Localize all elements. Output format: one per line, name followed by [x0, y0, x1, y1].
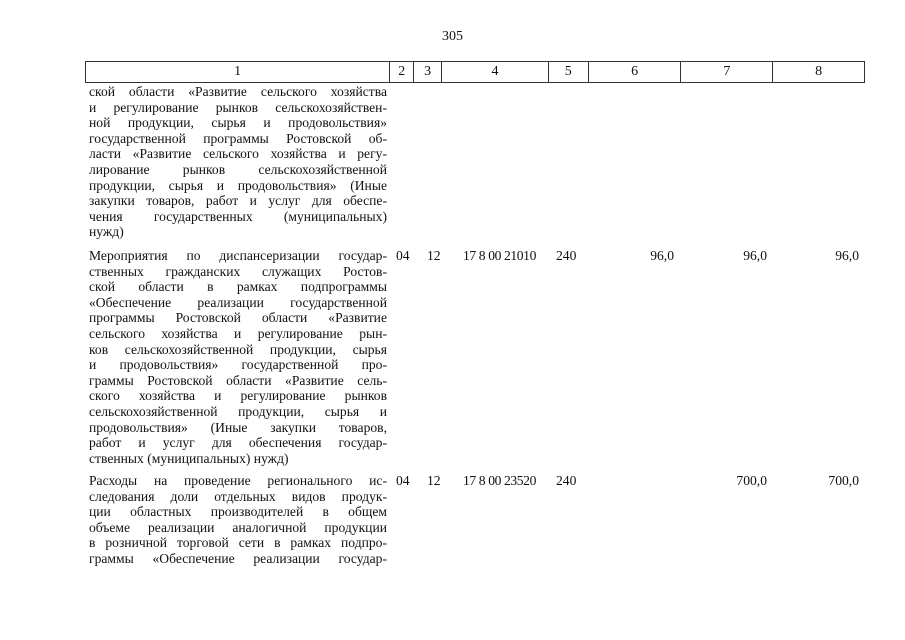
header-col-4: 4	[442, 62, 549, 82]
cell-subsection: 12	[427, 248, 441, 263]
desc-line: программы Ростовской области «Развитие	[89, 310, 387, 326]
desc-line: ной продукции, сырья и продовольствия»	[89, 115, 387, 131]
desc-line: «Обеспечение реализации государственной	[89, 294, 387, 310]
cell-expense-type: 240	[556, 473, 577, 488]
desc-line: объеме реализации аналогичной продукции	[89, 519, 387, 535]
desc-line: следования доли отдельных видов продук-	[89, 488, 387, 504]
header-col-2: 2	[390, 62, 414, 82]
desc-line: и продовольствия» государственной про-	[89, 357, 387, 373]
cell-section: 04	[396, 473, 410, 488]
header-col-6: 6	[589, 62, 682, 82]
desc-line: Мероприятия по диспансеризации государ-	[89, 248, 387, 263]
cell-amount-col8: 96,0	[835, 248, 859, 263]
desc-line: сельского хозяйства и регулирование рын-	[89, 325, 387, 341]
cell-target-article: 17 8 00 23520	[463, 473, 536, 488]
desc-line: работ и услуг для обеспечения государ-	[89, 435, 387, 451]
desc-line: лирование рынков сельскохозяйственной	[89, 161, 387, 177]
desc-line: ской области «Развитие сельского хозяйства	[89, 84, 387, 99]
cell-expense-type: 240	[556, 248, 577, 263]
header-col-3: 3	[414, 62, 442, 82]
desc-line: ции областных производителей в общем	[89, 504, 387, 520]
desc-line: чения государственных (муниципальных)	[89, 208, 387, 224]
desc-line: и регулирование рынков сельскохозяйствен-	[89, 99, 387, 115]
table-header-row	[85, 61, 865, 83]
row-description	[89, 248, 387, 466]
desc-line: ского хозяйства и регулирование рынков	[89, 388, 387, 404]
cell-target-article: 17 8 00 21010	[463, 248, 536, 263]
desc-line: граммы «Обеспечение реализации государ-	[89, 550, 387, 566]
header-col-5: 5	[549, 62, 589, 82]
desc-line: ственных гражданских служащих Ростов-	[89, 263, 387, 279]
header-col-8: 8	[815, 64, 823, 79]
desc-line: нужд)	[89, 224, 124, 240]
desc-line: ков сельскохозяйственной продукции, сырья	[89, 341, 387, 357]
desc-line: закупки товаров, работ и услуг для обеспе-	[89, 193, 387, 209]
row-description	[89, 473, 387, 567]
header-col-7: 7	[681, 62, 773, 82]
cell-amount-col6: 96,0	[650, 248, 674, 263]
cell-amount-col7: 700,0	[736, 473, 767, 488]
cell-amount-col7: 96,0	[743, 248, 767, 263]
header-col-1: 1	[86, 62, 390, 82]
desc-line: граммы Ростовской области «Развитие сель-	[89, 372, 387, 388]
desc-line: в розничной торговой сети в рамках подпро-	[89, 535, 387, 551]
cell-section: 04	[396, 248, 410, 263]
desc-line: ской области в рамках подпрограммы	[89, 279, 387, 295]
desc-line: Расходы на проведение регионального ис-	[89, 473, 387, 488]
cell-subsection: 12	[427, 473, 441, 488]
page-number: 305	[442, 29, 463, 44]
cell-amount-col8: 700,0	[828, 473, 859, 488]
desc-line: продукции, сырья и продовольствия» (Иные	[89, 177, 387, 193]
desc-line: сельскохозяйственной продукции, сырья и	[89, 403, 387, 419]
desc-line: продовольствия» (Иные закупки товаров,	[89, 419, 387, 435]
desc-line: ласти «Развитие сельского хозяйства и регу-	[89, 146, 387, 162]
row-description	[89, 84, 387, 240]
desc-line: государственной программы Ростовской об-	[89, 130, 387, 146]
desc-line: ственных (муниципальных) нужд)	[89, 450, 289, 466]
